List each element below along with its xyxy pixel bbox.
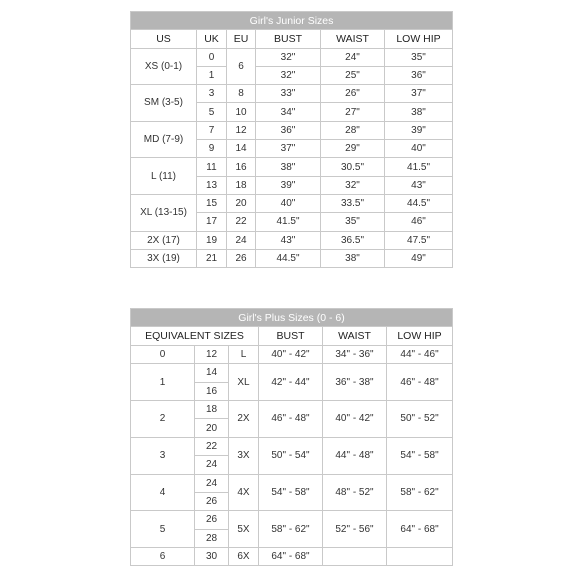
- table-row: [131, 400, 453, 418]
- waist-cell: [323, 548, 387, 566]
- waist-cell: 34" - 36": [323, 345, 387, 363]
- plus-size-cell: 2: [131, 400, 195, 437]
- plus-size-table: [130, 308, 453, 566]
- plus-size-cell: 4: [131, 474, 195, 511]
- uk-size-cell: 15: [197, 194, 227, 212]
- us-size-cell: SM (3-5): [131, 85, 197, 122]
- us-size-cell: L (11): [131, 158, 197, 195]
- table-row: [131, 121, 453, 139]
- bust-cell: 54" - 58": [259, 474, 323, 511]
- header-equivalent-sizes: EQUIVALENT SIZES: [131, 327, 259, 345]
- table-row: [131, 158, 453, 176]
- waist-cell: 30.5": [321, 158, 385, 176]
- uk-size-cell: 12: [195, 345, 229, 363]
- eu-size-cell: 22: [227, 213, 256, 231]
- uk-size-cell: 26: [195, 511, 229, 529]
- table-row: [131, 511, 453, 529]
- uk-size-cell: 24: [195, 456, 229, 474]
- uk-size-cell: 13: [197, 176, 227, 194]
- plus-size-cell: 3: [131, 437, 195, 474]
- low-hip-cell: 41.5": [385, 158, 453, 176]
- uk-size-cell: 22: [195, 437, 229, 455]
- uk-size-cell: 16: [195, 382, 229, 400]
- low-hip-cell: 43": [385, 176, 453, 194]
- header-bust: BUST: [259, 327, 323, 345]
- waist-cell: 44" - 48": [323, 437, 387, 474]
- uk-size-cell: 11: [197, 158, 227, 176]
- letter-size-cell: 2X: [229, 400, 259, 437]
- bust-cell: 42" - 44": [259, 364, 323, 401]
- eu-size-cell: 14: [227, 140, 256, 158]
- low-hip-cell: 47.5": [385, 231, 453, 249]
- uk-size-cell: 17: [197, 213, 227, 231]
- plus-size-cell: 5: [131, 511, 195, 548]
- uk-size-cell: 19: [197, 231, 227, 249]
- low-hip-cell: 44" - 46": [387, 345, 453, 363]
- low-hip-cell: 40": [385, 140, 453, 158]
- bust-cell: 43": [256, 231, 321, 249]
- waist-cell: 25": [321, 66, 385, 84]
- low-hip-cell: 58" - 62": [387, 474, 453, 511]
- letter-size-cell: XL: [229, 364, 259, 401]
- waist-cell: 40" - 42": [323, 400, 387, 437]
- uk-size-cell: 0: [197, 48, 227, 66]
- eu-size-cell: 20: [227, 194, 256, 212]
- bust-cell: 39": [256, 176, 321, 194]
- uk-size-cell: 1: [197, 66, 227, 84]
- low-hip-cell: 46": [385, 213, 453, 231]
- waist-cell: 28": [321, 121, 385, 139]
- eu-size-cell: 18: [227, 176, 256, 194]
- uk-size-cell: 14: [195, 364, 229, 382]
- bust-cell: 64" - 68": [259, 548, 323, 566]
- uk-size-cell: 18: [195, 400, 229, 418]
- uk-size-cell: 30: [195, 548, 229, 566]
- us-size-cell: MD (7-9): [131, 121, 197, 158]
- letter-size-cell: L: [229, 345, 259, 363]
- bust-cell: 50" - 54": [259, 437, 323, 474]
- letter-size-cell: 6X: [229, 548, 259, 566]
- bust-cell: 58" - 62": [259, 511, 323, 548]
- bust-cell: 33": [256, 85, 321, 103]
- table-row: [131, 231, 453, 249]
- eu-size-cell: 10: [227, 103, 256, 121]
- eu-size-cell: 24: [227, 231, 256, 249]
- bust-cell: 41.5": [256, 213, 321, 231]
- table-row: [131, 548, 453, 566]
- waist-cell: 32": [321, 176, 385, 194]
- waist-cell: 35": [321, 213, 385, 231]
- table-row: [131, 249, 453, 267]
- uk-size-cell: 20: [195, 419, 229, 437]
- plus-table-title: Girl's Plus Sizes (0 - 6): [131, 309, 453, 327]
- bust-cell: 32": [256, 66, 321, 84]
- eu-size-cell: 8: [227, 85, 256, 103]
- table-row: [131, 345, 453, 363]
- table-row: [131, 85, 453, 103]
- low-hip-cell: 39": [385, 121, 453, 139]
- table-row: [131, 364, 453, 382]
- us-size-cell: XS (0-1): [131, 48, 197, 85]
- waist-cell: 26": [321, 85, 385, 103]
- plus-size-cell: 1: [131, 364, 195, 401]
- plus-size-cell: 6: [131, 548, 195, 566]
- bust-cell: 36": [256, 121, 321, 139]
- bust-cell: 32": [256, 48, 321, 66]
- waist-cell: 33.5": [321, 194, 385, 212]
- bust-cell: 40" - 42": [259, 345, 323, 363]
- header-low-hip: LOW HIP: [385, 30, 453, 48]
- table-row: [131, 437, 453, 455]
- uk-size-cell: 9: [197, 140, 227, 158]
- table-row: [131, 474, 453, 492]
- waist-cell: 24": [321, 48, 385, 66]
- header-eu: EU: [227, 30, 256, 48]
- low-hip-cell: 37": [385, 85, 453, 103]
- uk-size-cell: 26: [195, 492, 229, 510]
- uk-size-cell: 3: [197, 85, 227, 103]
- header-waist: WAIST: [321, 30, 385, 48]
- eu-size-cell: 26: [227, 249, 256, 267]
- waist-cell: 29": [321, 140, 385, 158]
- bust-cell: 38": [256, 158, 321, 176]
- bust-cell: 44.5": [256, 249, 321, 267]
- bust-cell: 34": [256, 103, 321, 121]
- low-hip-cell: 64" - 68": [387, 511, 453, 548]
- bust-cell: 46" - 48": [259, 400, 323, 437]
- waist-cell: 36.5": [321, 231, 385, 249]
- uk-size-cell: 24: [195, 474, 229, 492]
- us-size-cell: 2X (17): [131, 231, 197, 249]
- eu-size-cell: 16: [227, 158, 256, 176]
- waist-cell: 48" - 52": [323, 474, 387, 511]
- table-row: [131, 48, 453, 66]
- table-row: [131, 194, 453, 212]
- uk-size-cell: 7: [197, 121, 227, 139]
- bust-cell: 40": [256, 194, 321, 212]
- low-hip-cell: 49": [385, 249, 453, 267]
- header-bust: BUST: [256, 30, 321, 48]
- waist-cell: 52" - 56": [323, 511, 387, 548]
- waist-cell: 36" - 38": [323, 364, 387, 401]
- us-size-cell: XL (13-15): [131, 194, 197, 231]
- waist-cell: 38": [321, 249, 385, 267]
- low-hip-cell: 50" - 52": [387, 400, 453, 437]
- header-low-hip: LOW HIP: [387, 327, 453, 345]
- plus-size-cell: 0: [131, 345, 195, 363]
- low-hip-cell: 44.5": [385, 194, 453, 212]
- us-size-cell: 3X (19): [131, 249, 197, 267]
- uk-size-cell: 28: [195, 529, 229, 547]
- waist-cell: 27": [321, 103, 385, 121]
- uk-size-cell: 5: [197, 103, 227, 121]
- junior-table-title: Girl's Junior Sizes: [131, 12, 453, 30]
- junior-size-table: [130, 11, 453, 268]
- low-hip-cell: 38": [385, 103, 453, 121]
- low-hip-cell: 36": [385, 66, 453, 84]
- header-uk: UK: [197, 30, 227, 48]
- low-hip-cell: 54" - 58": [387, 437, 453, 474]
- uk-size-cell: 21: [197, 249, 227, 267]
- bust-cell: 37": [256, 140, 321, 158]
- letter-size-cell: 5X: [229, 511, 259, 548]
- eu-size-cell: 12: [227, 121, 256, 139]
- letter-size-cell: 3X: [229, 437, 259, 474]
- letter-size-cell: 4X: [229, 474, 259, 511]
- low-hip-cell: [387, 548, 453, 566]
- header-waist: WAIST: [323, 327, 387, 345]
- low-hip-cell: 46" - 48": [387, 364, 453, 401]
- header-us: US: [131, 30, 197, 48]
- eu-size-cell: 6: [227, 48, 256, 85]
- low-hip-cell: 35": [385, 48, 453, 66]
